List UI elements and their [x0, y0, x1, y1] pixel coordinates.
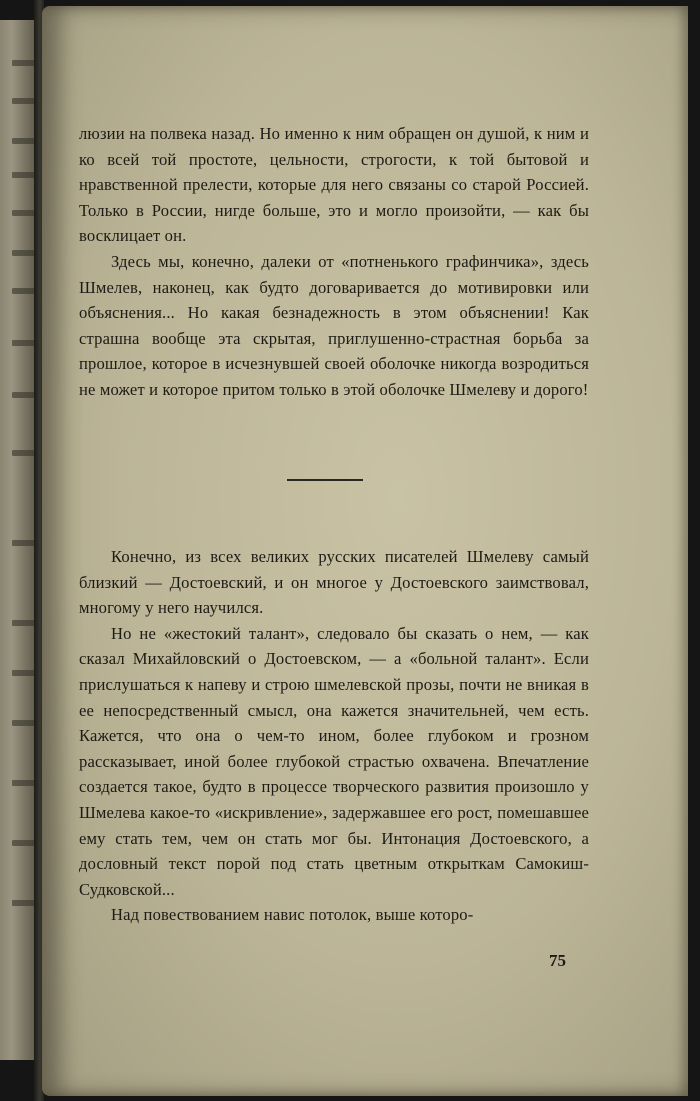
text-block-top	[79, 121, 589, 403]
left-page-edge	[0, 20, 38, 1060]
paragraph: люзии на полвека назад. Но именно к ним обращен он душой, к ним и ко всей той простоте, цельности, строгости, к той бытовой и нравственной прелести, которые для него связаны со старой Россией. Только в России, нигде больше, это и могло произойти, — как бы восклицает он.	[79, 124, 589, 246]
left-page-text-fragment	[12, 138, 34, 144]
section-separator	[287, 479, 363, 481]
left-page-text-fragment	[12, 250, 34, 256]
left-page-text-fragment	[12, 840, 34, 846]
left-page-text-fragment	[12, 210, 34, 216]
page-number: 75	[549, 951, 566, 970]
left-page-text-fragment	[12, 720, 34, 726]
left-page-text-fragment	[12, 780, 34, 786]
left-page-text-fragment	[12, 98, 34, 104]
left-page-text-fragment	[12, 540, 34, 546]
paragraph: Над повествованием навис потолок, выше которо-	[111, 905, 474, 925]
paragraph: Но не «жестокий талант», следовало бы сказать о нем, — как сказал Михайловский о Достоевском, — а «больной талант». Если прислушаться к напеву и строю шмелевской прозы, почти не вникая в ее непосредственный смысл, она кажется значительней, чем есть. Кажется, что она о чем-то ином, более глубоком и грозном рассказывает, иной более глубокой страстью охвачена. Впечатление создается такое, будто в процессе творческого развития произошло у Шмелева какое-то «искривление», задержавшее его рост, помешавшее ему стать тем, чем он стать мог бы. Интонация Достоевского, а дословный текст порой под стать цветным открыткам Самокиш-Судковской...	[79, 623, 589, 899]
left-page-text-fragment	[12, 60, 34, 66]
paragraph: Конечно, из всех великих русских писателей Шмелеву самый близкий — Достоевский, и он многое у Достоевского заимствовал, многому у него научился.	[79, 547, 589, 618]
text-block-bottom	[79, 544, 589, 928]
left-page-text-fragment	[12, 620, 34, 626]
left-page-text-fragment	[12, 172, 34, 178]
left-page-text-fragment	[12, 670, 34, 676]
left-page-text-fragment	[12, 900, 34, 906]
left-page-text-fragment	[12, 288, 34, 294]
left-page-text-fragment	[12, 392, 34, 398]
paragraph: Здесь мы, конечно, далеки от «потненького графинчика», здесь Шмелев, наконец, как будто договаривается до мотивировки или объяснения... Но какая безнадежность в этом объяснении! Как страшна вообще эта скрытая, приглушенно-страстная борьба за прошлое, которое в исчезнувшей своей оболочке никогда возродиться не может и которое притом только в этой оболочке Шмелеву и дорого!	[79, 251, 589, 399]
book-page	[42, 6, 688, 1096]
left-page-text-fragment	[12, 340, 34, 346]
left-page-text-fragment	[12, 450, 34, 456]
